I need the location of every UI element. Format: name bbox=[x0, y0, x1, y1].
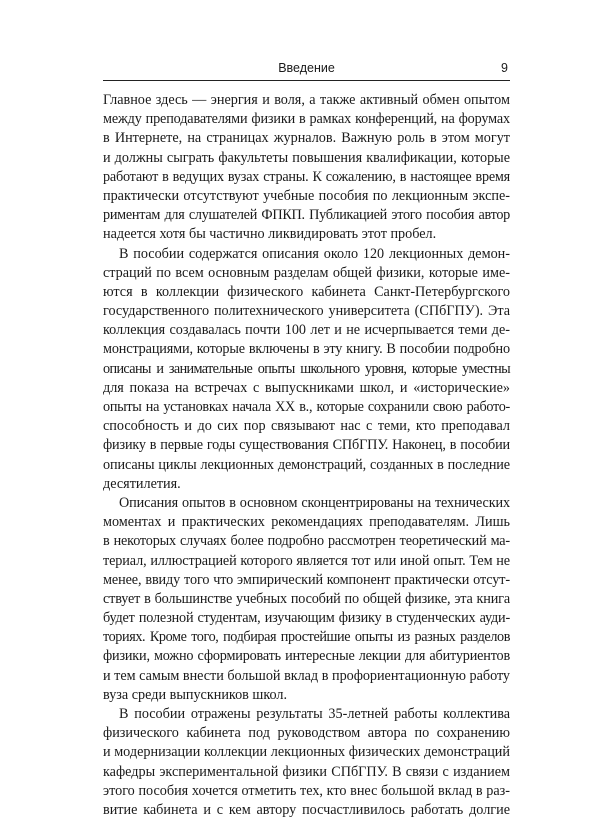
text-line: десятилетия. bbox=[103, 475, 181, 492]
text-line: В пособии отражены результаты 35-летней работы коллектива bbox=[119, 706, 510, 722]
text-line: практически отсутствуют учебные пособия по лекционным экспе- bbox=[103, 187, 510, 204]
text-line: Описания опытов в основном сконцентрированы на технических bbox=[119, 494, 510, 511]
text-line: менее, ввиду того что эмпирический компонент практически отсут- bbox=[103, 571, 510, 588]
text-line: физику в первые годы существования СПбГПУ. Наконец, в пособии bbox=[103, 437, 510, 454]
text-line: в Интернете, на страницах журналов. Важную роль в этом могут bbox=[103, 130, 510, 147]
text-line: страций по всем основным разделам общей физики, которые име- bbox=[103, 264, 510, 281]
running-header bbox=[103, 58, 510, 81]
page-number: 9 bbox=[501, 61, 508, 75]
text-line: ториях. Кроме того, подбирая простейшие опыты из разных разделов bbox=[103, 629, 510, 646]
text-line: государственного политехнического университета (СПбГПУ). Эта bbox=[103, 303, 510, 320]
text-line: монстрациями, которые включены в эту книгу. В пособии подробно bbox=[103, 341, 510, 358]
text-line: для показа на встречах с выпускниками школ, и «исторические» bbox=[103, 379, 510, 396]
text-line: и должны сыграть факультеты повышения квалификации, которые bbox=[103, 149, 510, 166]
text-line: кафедры экспериментальной физики СПбГПУ. В связи с изданием bbox=[103, 763, 510, 780]
text-line: ются в коллекции физического кабинета Санкт-Петербургского bbox=[103, 283, 510, 300]
text-line: ствует в большинстве учебных пособий по общей физике, эта книга bbox=[103, 590, 510, 607]
text-line: будет полезной студентам, изучающим физику в студенческих ауди- bbox=[103, 610, 510, 627]
text-line: и модернизации коллекции лекционных физических демонстраций bbox=[103, 744, 510, 761]
text-line: надеется хотя бы частично ликвидировать этот пробел. bbox=[103, 226, 437, 243]
text-line: моментах и практических рекомендациях преподавателям. Лишь bbox=[103, 514, 510, 531]
text-line: витие кабинета и с кем автору посчастливилось работать долгие bbox=[103, 801, 510, 818]
text-line: В пособии содержатся описания около 120 лекционных демон- bbox=[119, 245, 510, 262]
text-line: этого пособия хочется отметить тех, кто внес большой вклад в раз- bbox=[103, 782, 510, 799]
text-line: Главное здесь — энергия и воля, а также активный обмен опытом bbox=[103, 92, 510, 108]
text-line: риментам для слушателей ФПКП. Публикацией этого пособия автор bbox=[103, 207, 510, 224]
text-line: в некоторых случаях более подробно рассмотрен теоретический ма- bbox=[103, 533, 510, 550]
text-line: териал, иллюстрацией которого является тот или иной опыт. Тем не bbox=[103, 552, 510, 569]
text-line: между преподавателями физики в рамках конференций, на форумах bbox=[103, 111, 510, 128]
text-line: работают в ведущих вузах страны. К сожалению, в настоящее время bbox=[103, 168, 510, 185]
text-line: способность и до сих пор связывают нас с теми, кто преподавал bbox=[103, 418, 510, 435]
text-line: и тем самым внести большой вклад в профориентационную работу bbox=[103, 667, 510, 684]
text-line: коллекция создавалась почти 100 лет и не исчерпывается теми де- bbox=[103, 322, 510, 339]
text-line: физики, можно сформировать интересные лекции для абитуриентов bbox=[103, 648, 510, 665]
text-line: описаны и занимательные опыты школьного уровня, которые уместны bbox=[103, 360, 510, 377]
text-line: опыты на установках начала XX в., которые сохранили свою работо- bbox=[103, 399, 510, 415]
text-line: физического кабинета под руководством автора по сохранению bbox=[103, 725, 510, 742]
chapter-title: Введение bbox=[278, 61, 335, 75]
text-line: вуза среди выпускников школ. bbox=[103, 686, 288, 703]
text-line: описаны циклы лекционных демонстраций, созданных в последние bbox=[103, 456, 510, 473]
body-text bbox=[103, 91, 510, 820]
